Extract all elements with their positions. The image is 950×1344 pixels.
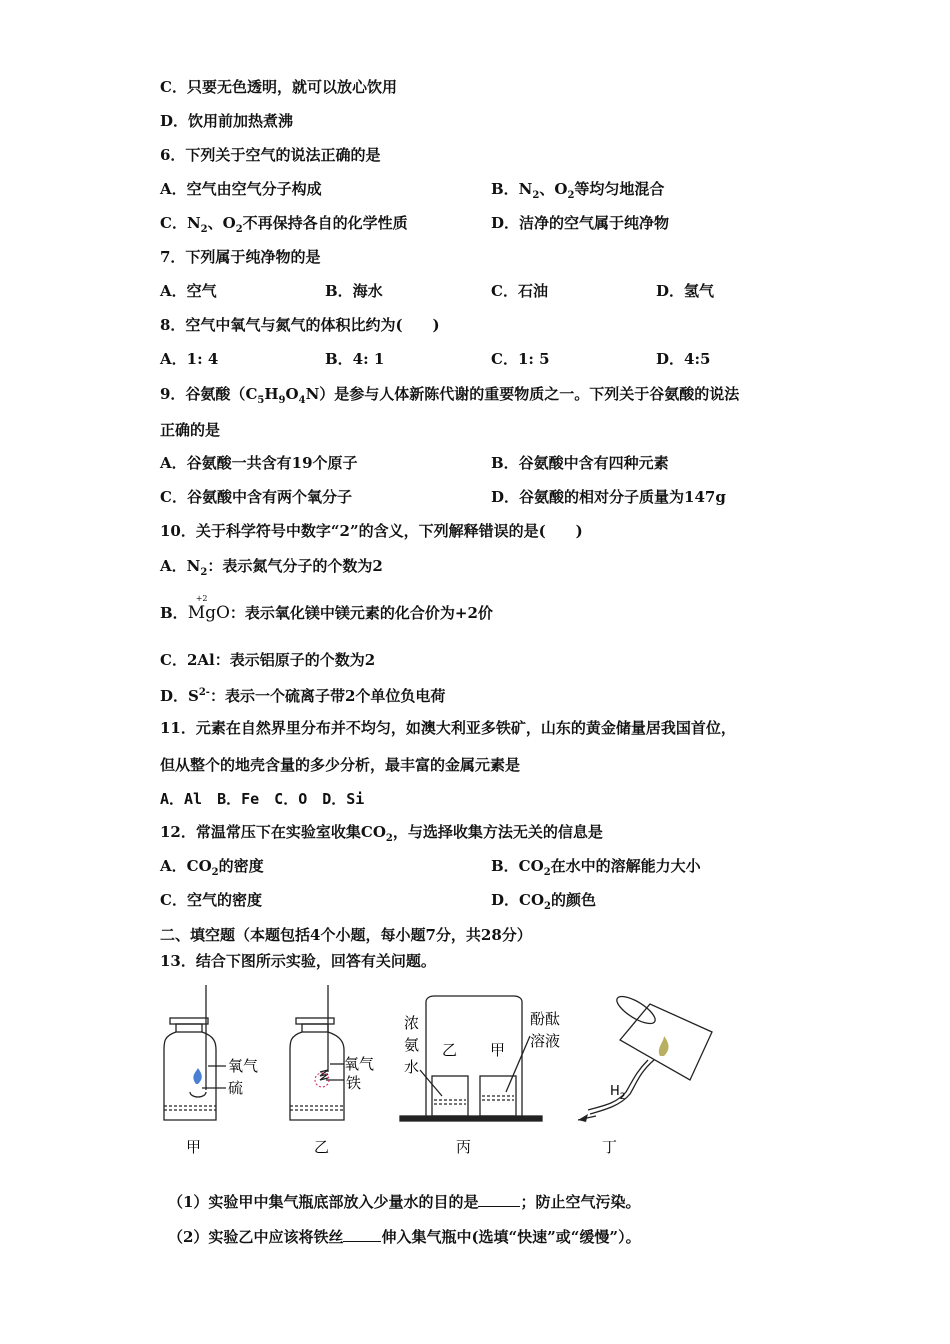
jia-gas-label: 氧气 [228,1057,259,1075]
q11-stem-line2: 但从整个的地壳含量的多少分析，最丰富的金属元素是 [160,756,521,774]
q10-option-a: A．$N_2$：表示氮气分子的个数为2 [160,557,383,578]
q8-option-b: B．4: 1 [325,350,385,368]
yi-caption: 乙 [314,1138,330,1156]
ding-caption: 丁 [602,1138,618,1156]
q11-stem: 11．元素在自然界里分布并不均匀，如澳大利亚多铁矿，山东的黄金储量居我国首位， [160,719,736,737]
q13-sub2: （2）实验乙中应该将铁丝 伸入集气瓶中(选填“快速”或“缓慢”）。 [168,1228,641,1246]
q7-option-a: A．空气 [160,282,217,300]
q8-option-c: C．1: 5 [491,350,550,368]
section-title: 二、填空题（本题包括4个小题，每小题7分，共28分） [160,926,532,944]
yi-gas-label: 氧气 [344,1055,375,1073]
q12-option-d: D．$CO_2$的颜色 [491,891,596,912]
mgo-formula: +2 MgO [188,603,230,623]
ding-gas-label: $H_2$ [610,1084,626,1102]
q13-figure [150,980,730,1165]
bing-right-label-2: 溶液 [530,1032,561,1050]
bing-left-label-2: 氨 [404,1036,420,1054]
sulfur-flame-icon [193,1068,201,1084]
bing-beaker-left: 乙 [442,1041,458,1059]
setup-ding [578,992,712,1120]
q8-option-d: D．4:5 [656,350,711,368]
q12-option-c: C．空气的密度 [160,891,262,909]
q8-stem: 8．空气中氧气与氮气的体积比约为( ) [160,316,440,334]
q10-stem: 10．关于科学符号中数字“2”的含义，下列解释错误的是( ) [160,522,583,540]
answer-blank-2[interactable] [343,1227,381,1242]
q13-sub1: （1）实验甲中集气瓶底部放入少量水的目的是 ；防止空气污染。 [168,1193,641,1211]
arrow-icon [578,1114,588,1122]
h2-flame-icon [659,1036,669,1056]
q13-stem: 13．结合下图所示实验，回答有关问题。 [160,952,436,970]
bing-beaker-right: 甲 [490,1041,506,1059]
q9-option-d: D．谷氨酸的相对分子质量为147g [491,488,726,506]
q10-option-d: D．$S^{2-}$：表示一个硫离子带2个单位负电荷 [160,687,446,705]
bing-caption: 丙 [456,1138,472,1156]
q7-option-b: B．海水 [325,282,383,300]
q9-stem: 9．谷氨酸$(C_5H_9O_4N)$是参与人体新陈代谢的重要物质之一。下列关于谷氨酸的说法 [160,385,740,406]
q5-option-c: C．只要无色透明，就可以放心饮用 [160,78,397,96]
q6-option-b: B．$N_2$、$O_2$等均匀地混合 [491,180,665,201]
bing-right-label-1: 酚酞 [530,1010,561,1028]
bing-left-label-1: 浓 [404,1014,420,1032]
q6-option-d: D．洁净的空气属于纯净物 [491,214,670,232]
q6-option-c: C．$N_2$、$O_2$不再保持各自的化学性质 [160,214,408,235]
q12-option-b: B．$CO_2$在水中的溶解能力大小 [491,857,701,878]
bottle-yi [290,985,344,1120]
q12-stem: 12．常温常压下在实验室收集$CO_2$，与选择收集方法无关的信息是 [160,823,603,844]
q9-option-c: C．谷氨酸中含有两个氧分子 [160,488,352,506]
mgo-charge: +2 [195,594,208,603]
setup-bing [400,996,542,1121]
q7-option-d: D．氢气 [656,282,715,300]
bottle-jia [164,985,226,1120]
q10-option-c: C．2Al：表示铝原子的个数为2 [160,651,376,669]
q5-option-d: D．饮用前加热煮沸 [160,112,294,130]
jia-substance-label: 硫 [228,1079,244,1097]
answer-blank-1[interactable] [478,1192,520,1207]
jia-caption: 甲 [186,1138,202,1156]
q8-option-a: A．1: 4 [160,350,219,368]
q6-stem: 6．下列关于空气的说法正确的是 [160,146,381,164]
q7-option-c: C．石油 [491,282,548,300]
q9-stem-line2: 正确的是 [160,421,221,439]
q12-option-a: A．$CO_2$的密度 [160,857,264,878]
q7-stem: 7．下列属于纯净物的是 [160,248,321,266]
q6-option-a: A．空气由空气分子构成 [160,180,322,198]
q11-options: A．Al B．Fe C．O D．Si [160,790,365,808]
bing-left-label-3: 水 [404,1058,420,1076]
q10-option-b: B． +2 MgO：表示氧化镁中镁元素的化合价为+2价 [160,603,493,623]
yi-substance-label: 铁 [346,1074,362,1092]
q9-option-b: B．谷氨酸中含有四种元素 [491,454,669,472]
q9-option-a: A．谷氨酸一共含有19个原子 [160,454,358,472]
